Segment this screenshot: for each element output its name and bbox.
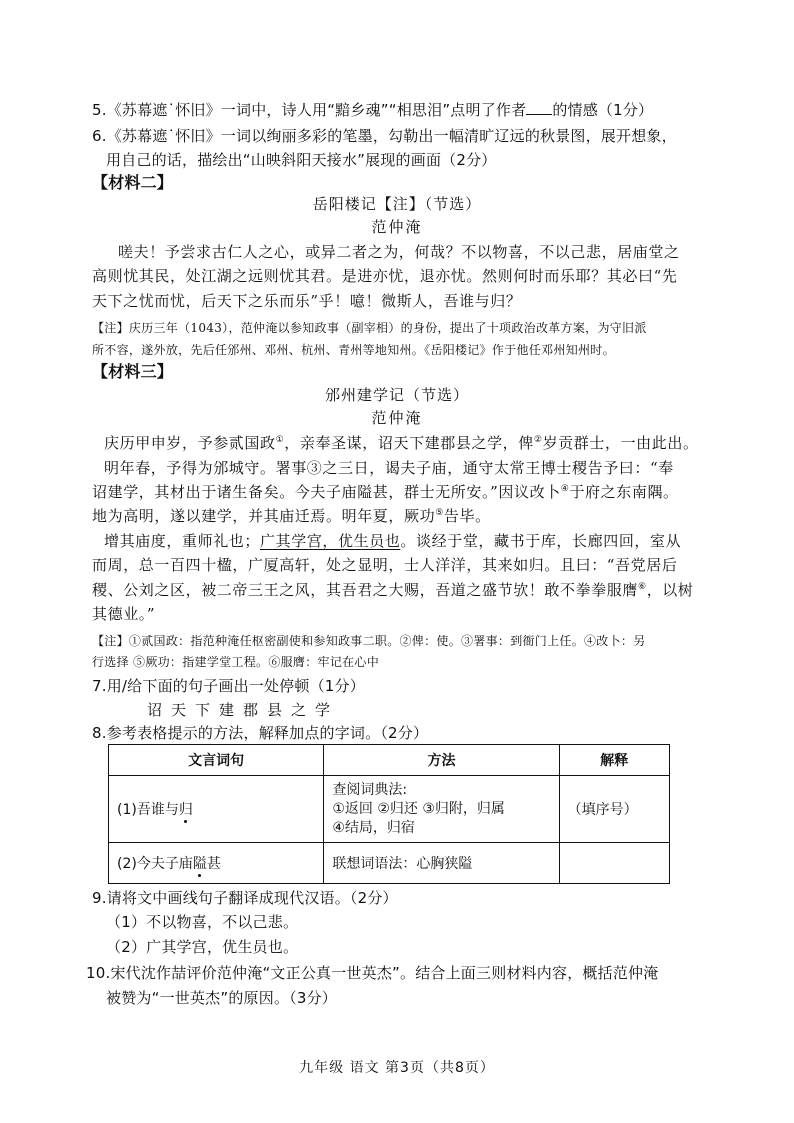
page-footer: 九年级 语文 第3页（共8页） xyxy=(299,1060,495,1076)
q5-text-after: 的情感（1分） xyxy=(552,101,654,119)
question-10-line1: 10.宋代沈作喆评价范仲淹“文正公真一世英杰”。结合上面三则材料内容，概括范仲淹 xyxy=(86,964,659,982)
question-9-sentence-1: （1）不以物喜，不以己悲。 xyxy=(106,913,299,931)
question-9-label: 9.请将文中画线句子翻译成现代汉语。（2分） xyxy=(92,889,398,907)
material-3-line3-b: 于府之东南隅。 xyxy=(569,483,679,501)
footnote-mark-5: ⑤ xyxy=(435,508,444,518)
material-3-author: 范仲淹 xyxy=(371,409,423,427)
material-3-line4 xyxy=(92,506,491,526)
material-2-para-line2: 高则忧其民，处江湖之远则忧其君。是进亦忧，退亦忧。然则何时而乐耶？其必曰“先 xyxy=(92,267,678,285)
material-2-para-line3: 天下之忧而忧，后天下之乐而乐”乎！噫！微斯人，吾谁与归？ xyxy=(92,292,522,310)
question-9-sentence-2: （2）广其学宫，优生员也。 xyxy=(106,938,299,956)
dotted-character: 归 xyxy=(178,802,193,818)
material-3-line4-a: 地为高明，遂以建学，并其庙迁焉。明年夏，厥功 xyxy=(92,507,436,525)
material-3-line1-c: 岁贡群士，一由此出。 xyxy=(542,434,699,452)
material-3-line5-a: 增其庙度，重师礼也； xyxy=(104,532,261,550)
material-2-author: 范仲淹 xyxy=(371,218,423,236)
material-2-note-line2: 所不容，遂外放，先后任邠州、邓州、杭州、青州等地知州。《岳阳楼记》作于他任邓州知州时。 xyxy=(92,343,615,357)
footnote-mark-2: ② xyxy=(533,435,543,445)
footnote-mark-4: ④ xyxy=(560,484,570,494)
dotted-character: 隘 xyxy=(192,856,207,872)
phrase-text: (2)今夫子庙 xyxy=(117,856,193,872)
method-cell: 联想词语法：心胸狭隘 xyxy=(324,843,559,884)
answer-cell[interactable]: （填序号） xyxy=(559,776,669,843)
underlined-sentence: 广其学宫，优生员也 xyxy=(260,532,401,550)
material-3-line7 xyxy=(92,580,694,600)
answer-cell[interactable] xyxy=(559,843,669,884)
question-5 xyxy=(92,100,653,120)
method-line: 查阅词典法: xyxy=(332,781,408,798)
table-row xyxy=(109,843,670,884)
table-header-row xyxy=(109,745,670,776)
material-3-line2: 明年春，予得为邠城守。署事③之三日，谒夫子庙，通守太常王博士稷告予曰：“奉 xyxy=(104,459,674,477)
footnote-mark-6: ⑥ xyxy=(638,582,647,592)
material-3-line6: 而周，总一百四十楹，广厦高轩，处之显明，士人洋洋，其来如归。且曰：“吾党居后 xyxy=(92,556,678,574)
table-row xyxy=(109,776,670,843)
material-2-title: 岳阳楼记【注】（节选） xyxy=(312,195,482,213)
material-2-note-line1: 【注】庆历三年（1043），范仲淹以参知政事（副宰相）的身份，提出了十项政治改革方案，为守旧派 xyxy=(92,321,647,335)
column-header-phrase: 文言词句 xyxy=(109,745,324,776)
material-3-heading: 【材料三】 xyxy=(92,362,174,381)
question-7-label: 7.用/给下面的句子画出一处停顿（1分） xyxy=(92,677,365,695)
material-3-line7-a: 稷、公刘之区，被二帝三王之风，其吾君之大赐，吾道之盛节欤！敢不拳拳服膺 xyxy=(92,581,639,599)
question-7-sentence[interactable]: 诏天下建郡县之学 xyxy=(147,701,340,719)
material-3-line1 xyxy=(104,433,699,453)
material-3-line4-b: 告毕。 xyxy=(443,507,491,525)
method-table xyxy=(108,744,670,884)
method-cell xyxy=(324,776,559,843)
material-2-para-line1: 嗟夫！予尝求古仁人之心，或异二者之为，何哉？不以物喜，不以己悲，居庙堂之 xyxy=(118,243,680,261)
material-3-line3 xyxy=(92,482,679,502)
material-3-line1-a: 庆历甲申岁，予参贰国政 xyxy=(104,434,276,452)
material-3-title: 邠州建学记（节选） xyxy=(324,386,469,404)
material-3-line1-b: ，亲奉圣谋，诏天下建郡县之学，俾 xyxy=(284,434,534,452)
material-3-note-line2: 行选择 ⑤厥功：指建学堂工程。⑥服膺：牢记在心中 xyxy=(92,655,380,669)
material-3-note-line1: 【注】①贰国政：指范种淹任枢密副使和参知政事二职。②俾：使。③署事：到衙门上任。④改卜：另 xyxy=(92,634,646,648)
column-header-method: 方法 xyxy=(324,745,559,776)
q5-text-before: 5.《苏幕遮˙怀旧》一词中，诗人用“黯乡魂”“相思泪”点明了作者 xyxy=(92,101,527,119)
question-6-line1: 6.《苏幕遮˙怀旧》一词以绚丽多彩的笔墨，勾勒出一幅清旷辽远的秋景图，展开想象， xyxy=(92,127,677,145)
phrase-cell xyxy=(109,843,324,884)
phrase-text-end: 甚 xyxy=(206,856,221,872)
material-3-line3-a: 诏建学，其材出于诸生备矣。今夫子庙隘甚，群士无所安。”因议改卜 xyxy=(92,483,561,501)
material-3-line7-b: ，以树 xyxy=(646,581,694,599)
material-3-line5-b: 。谈经于堂，藏书于库，长廊四回，室从 xyxy=(400,532,682,550)
footnote-mark-1: ① xyxy=(275,435,285,445)
question-10-line2: 被赞为“一世英杰”的原因。（3分） xyxy=(106,989,337,1007)
phrase-cell xyxy=(109,776,324,843)
column-header-explanation: 解释 xyxy=(559,745,669,776)
material-2-heading: 【材料二】 xyxy=(92,173,174,192)
method-line: ①返回 ②归还 ③归附，归属 xyxy=(332,800,505,817)
material-3-line5 xyxy=(104,531,681,551)
question-8-label: 8.参考表格提示的方法，解释加点的字词。（2分） xyxy=(92,724,429,742)
phrase-text: (1)吾谁与 xyxy=(117,802,179,818)
method-line: ④结局，归宿 xyxy=(332,819,415,836)
answer-blank[interactable] xyxy=(526,100,552,115)
material-3-line8: 其德业。” xyxy=(92,605,156,623)
question-6-line2: 用自己的话，描绘出“山映斜阳天接水”展现的画面（2分） xyxy=(106,151,497,169)
